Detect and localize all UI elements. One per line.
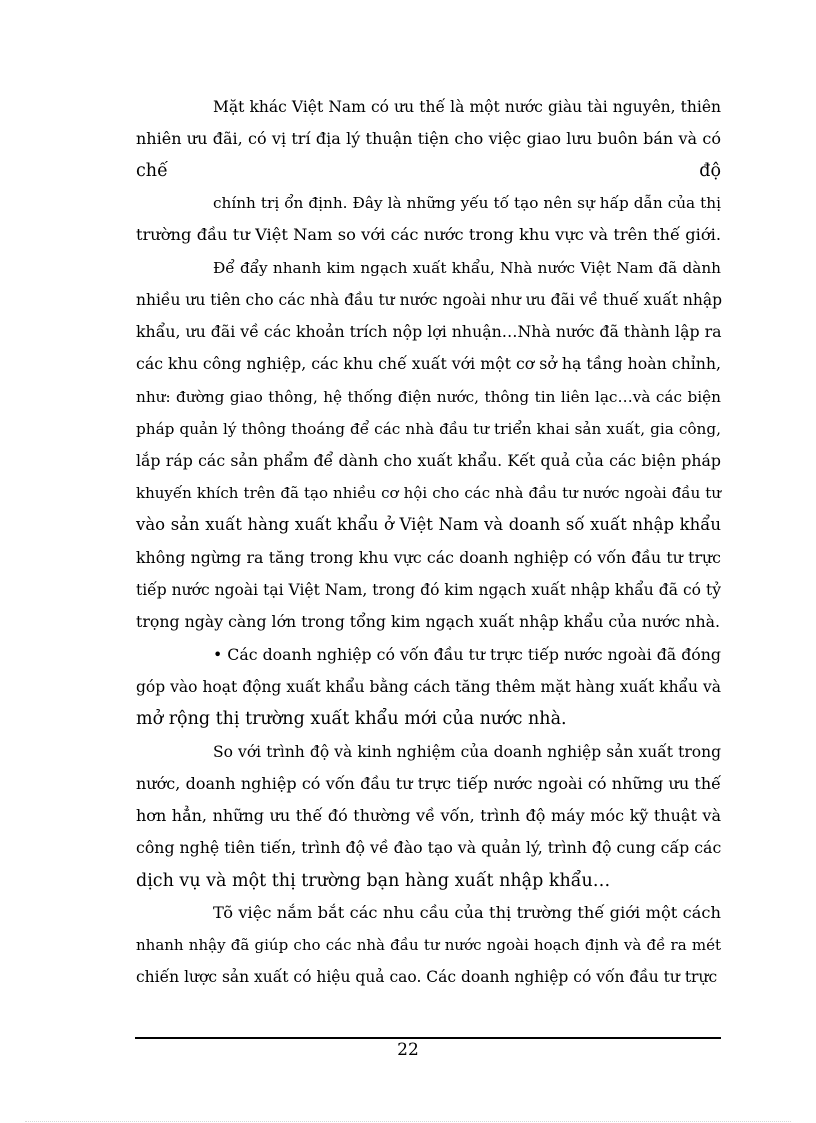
paragraph-1-line-3-right: độ [699, 161, 721, 181]
paragraph-4-line-4: công nghệ tiên tiến, trình độ về đào tạo và quản lý, trình độ cung cấp các [136, 838, 722, 857]
page-number: 22 [397, 1040, 419, 1060]
paragraph-4-line-1: So với trình độ và kinh nghiệm của doanh nghiệp sản xuất trong [213, 743, 721, 761]
paragraph-5-line-1: Tõ việc nắm bắt các nhu cầu của thị trường thế giới một cách [213, 903, 721, 922]
paragraph-1-line-3 [136, 155, 721, 187]
paragraph-1-line-3-left: chế [136, 161, 168, 181]
paragraph-1-line-2: nhiên ưu đãi, có vị trí địa lý thuận tiện cho việc giao lưu buôn bán và có [136, 129, 721, 148]
paragraph-5-line-2: nhanh nhậy đã giúp cho các nhà đầu tư nước ngoài hoạch định và đề ra mét [136, 936, 721, 954]
paragraph-1-line-4: chính trị ổn định. Đây là những yếu tố tạo nên sự hấp dẫn của thị [213, 194, 721, 212]
paragraph-2-line-9: vào sản xuất hàng xuất khẩu ở Việt Nam và doanh số xuất nhập khẩu [136, 515, 721, 534]
paragraph-1-line-5: trường đầu tư Việt Nam so với các nước trong khu vực và trên thế giới. [136, 225, 721, 244]
paragraph-2-line-4: các khu công nghiệp, các khu chế xuất với một cơ sở hạ tầng hoàn chỉnh, [136, 354, 722, 373]
paragraph-3-line-1: • Các doanh nghiệp có vốn đầu tư trực tiếp nước ngoài đã đóng [213, 645, 721, 664]
paragraph-4-line-2: nước, doanh nghiệp có vốn đầu tư trực tiếp nước ngoài có những ưu thế [136, 774, 721, 793]
paragraph-2-line-7: lắp ráp các sản phẩm để dành cho xuất khẩu. Kết quả của các biện pháp [136, 451, 721, 470]
paragraph-4-line-5: dịch vụ và một thị trường bạn hàng xuất nhập khẩu… [136, 871, 611, 891]
paragraph-3-line-3: mở rộng thị trường xuất khẩu mới của nước nhà. [136, 709, 567, 729]
paragraph-2-line-1: Để đẩy nhanh kim ngạch xuất khẩu, Nhà nước Việt Nam đã dành [213, 259, 721, 277]
page-bottom-border [25, 1121, 791, 1122]
paragraph-2-line-10: không ngừng ra tăng trong khu vực các doanh nghiệp có vốn đầu tư trực [136, 548, 721, 567]
paragraph-5-line-3: chiến lược sản xuất có hiệu quả cao. Các doanh nghiệp có vốn đầu tư trực [136, 968, 718, 986]
paragraph-3-line-2: góp vào hoạt động xuất khẩu bằng cách tăng thêm mặt hàng xuất khẩu và [136, 678, 721, 696]
paragraph-4-line-3: hơn hẳn, những ưu thế đó thường về vốn, trình độ máy móc kỹ thuật và [136, 806, 721, 825]
paragraph-1-line-1: Mặt khác Việt Nam có ưu thế là một nước giàu tài nguyên, thiên [213, 98, 721, 116]
paragraph-2-line-5: như: đường giao thông, hệ thống điện nước, thông tin liên lạc…và các biện [136, 388, 721, 406]
paragraph-2-line-2: nhiều ưu tiên cho các nhà đầu tư nước ngoài như ưu đãi về thuế xuất nhập [136, 291, 723, 309]
paragraph-2-line-12: trọng ngày càng lớn trong tổng kim ngạch xuất nhập khẩu của nước nhà. [136, 612, 720, 631]
paragraph-2-line-8: khuyến khích trên đã tạo nhiều cơ hội cho các nhà đầu tư nước ngoài đầu tư [136, 484, 721, 502]
paragraph-2-line-3: khẩu, ưu đãi về các khoản trích nộp lợi nhuận…Nhà nước đã thành lập ra [136, 322, 722, 341]
paragraph-2-line-11: tiếp nước ngoài tại Việt Nam, trong đó kim ngạch xuất nhập khẩu đã có tỷ [136, 581, 721, 599]
paragraph-2-line-6: pháp quản lý thông thoáng để các nhà đầu tư triển khai sản xuất, gia công, [136, 420, 721, 438]
